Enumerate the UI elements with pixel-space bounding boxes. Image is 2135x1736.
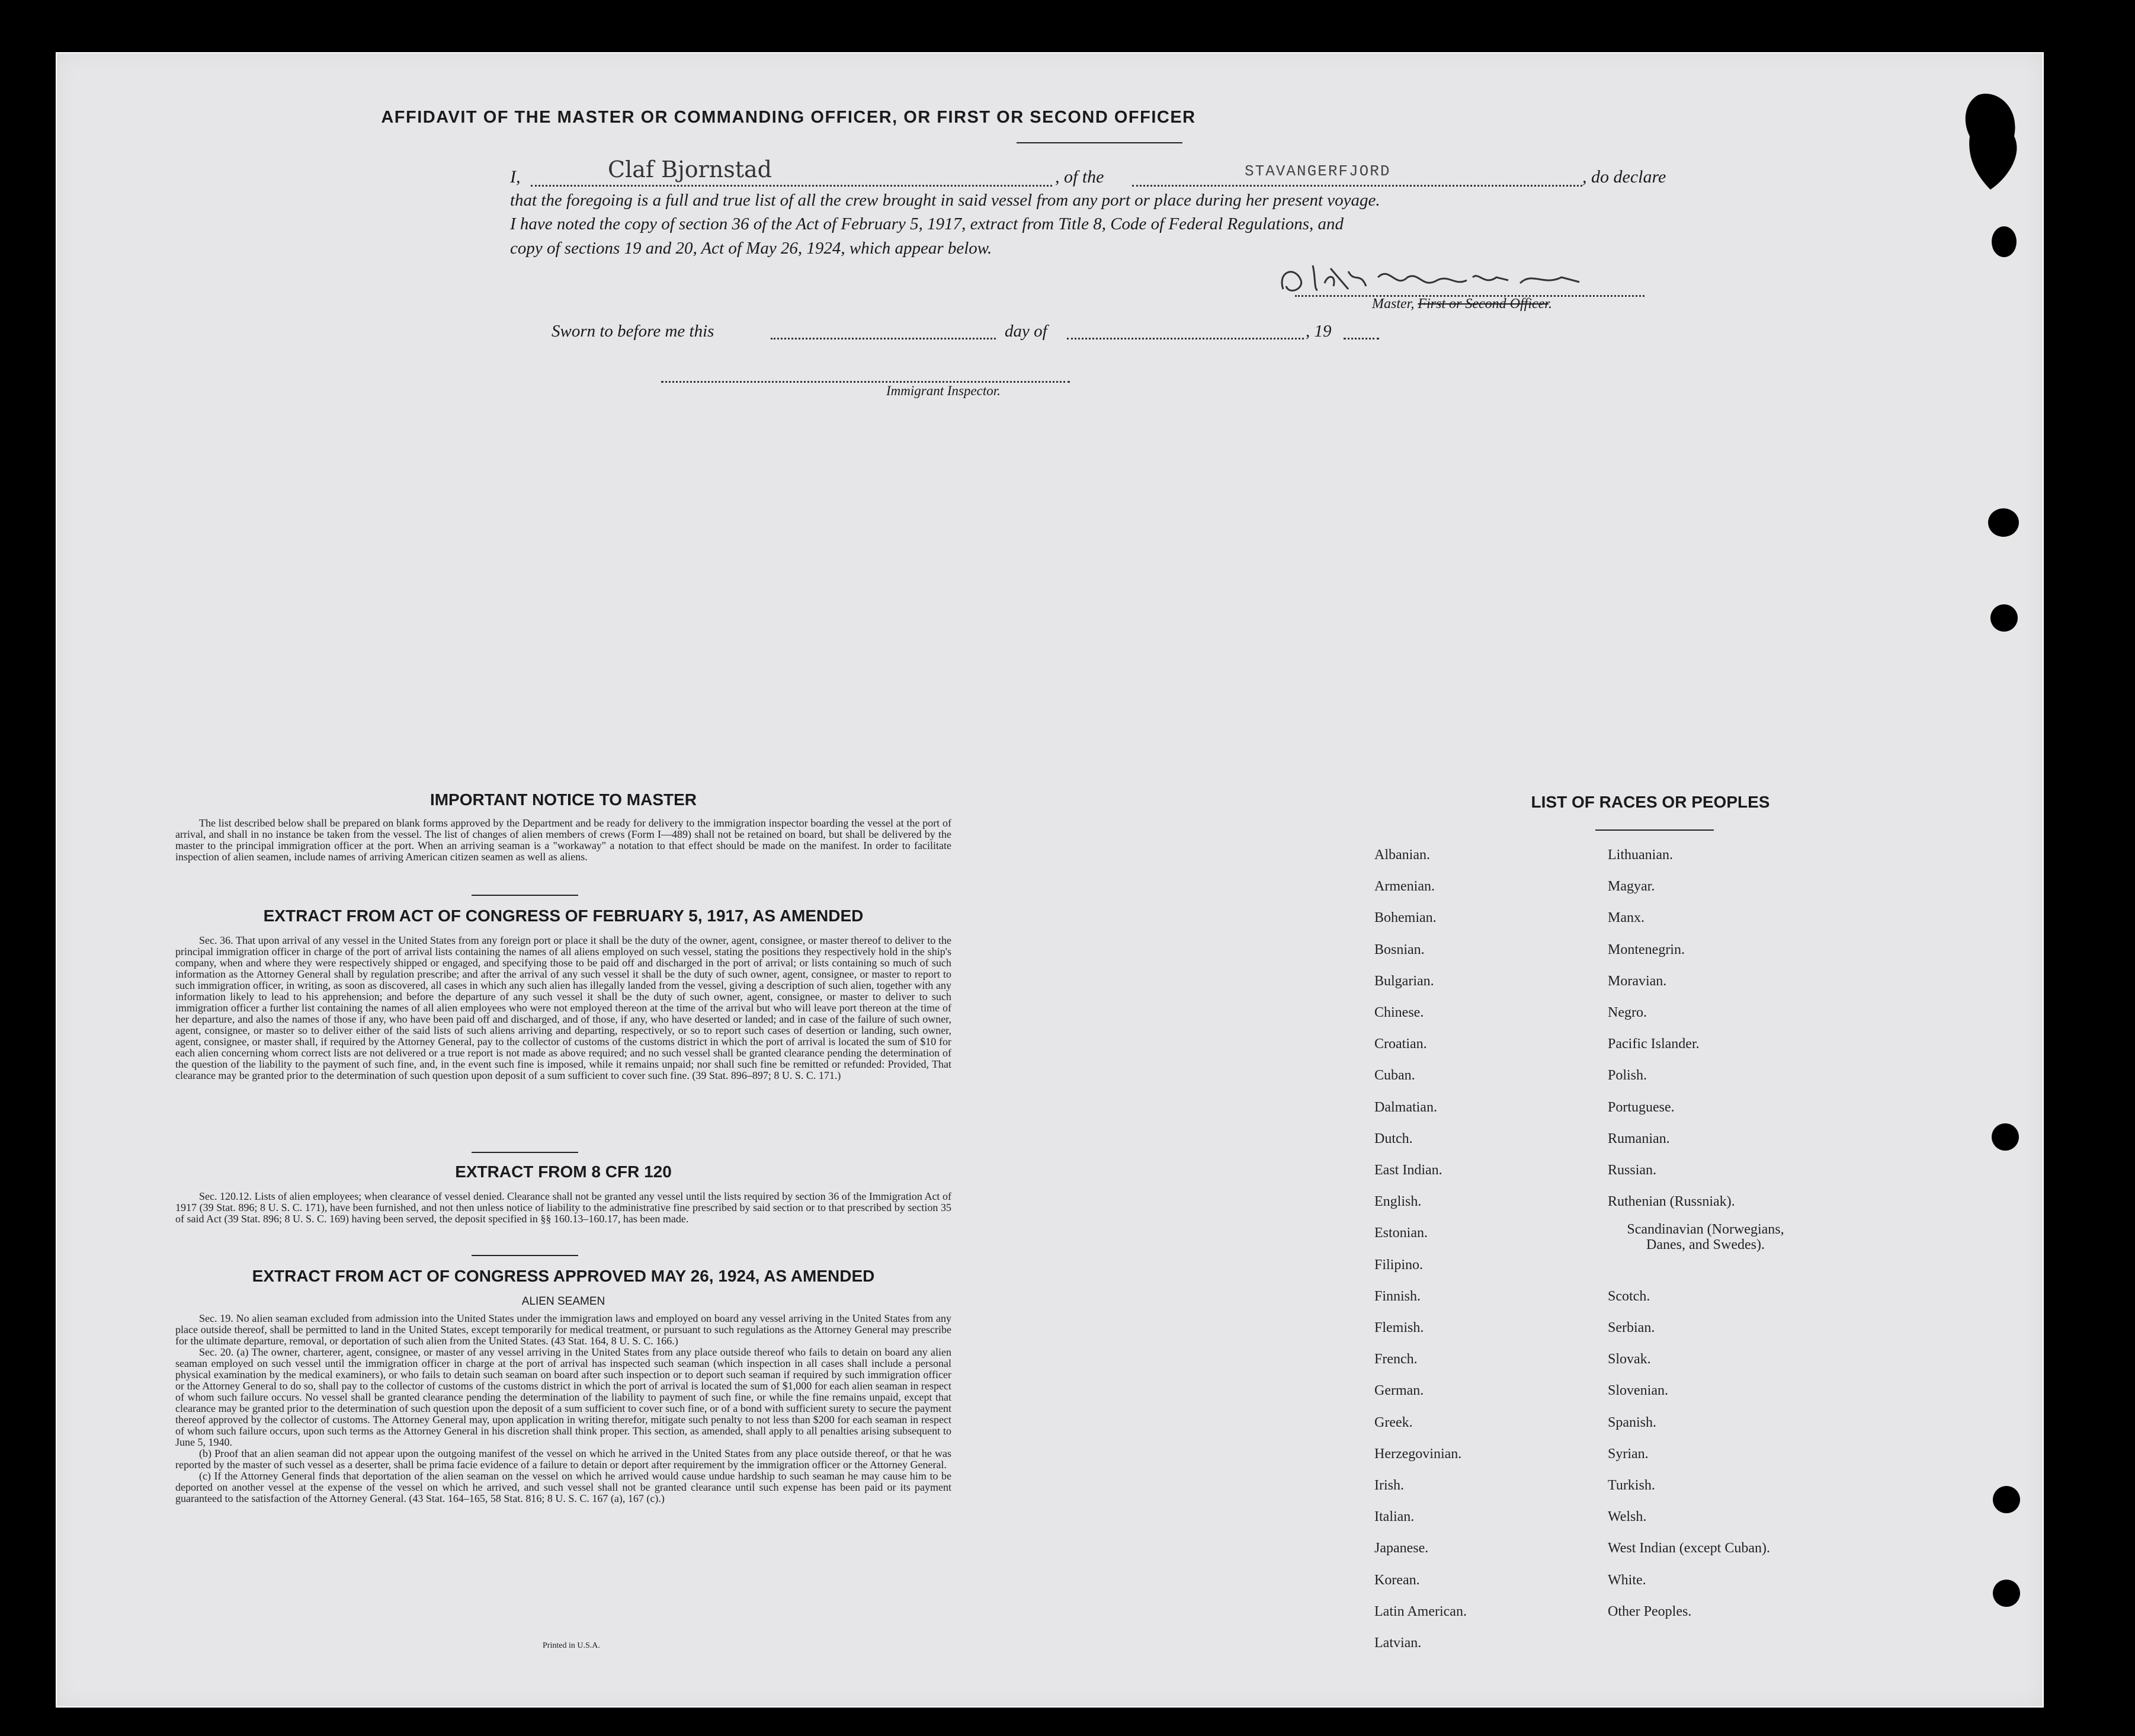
race-item: East Indian. bbox=[1374, 1162, 1442, 1178]
day-of-label: day of bbox=[1005, 322, 1047, 341]
race-item: Cuban. bbox=[1374, 1068, 1415, 1084]
race-item: French. bbox=[1374, 1351, 1418, 1367]
sworn-month-line bbox=[1067, 337, 1304, 339]
punch-hole bbox=[1993, 1580, 2020, 1607]
affidavit-line-2: that the foregoing is a full and true list of all the crew brought in said vessel from any port or place during her present voyage. bbox=[510, 191, 1380, 210]
punch-hole bbox=[1993, 1486, 2020, 1513]
race-item: Irish. bbox=[1374, 1478, 1404, 1493]
race-item: Italian. bbox=[1374, 1509, 1415, 1525]
master-name: Claf Bjornstad bbox=[608, 156, 772, 182]
race-item: Greek. bbox=[1374, 1414, 1413, 1430]
race-item: Slovenian. bbox=[1608, 1383, 1668, 1399]
race-item: Filipino. bbox=[1374, 1257, 1424, 1273]
notice-title: IMPORTANT NOTICE TO MASTER bbox=[429, 790, 697, 809]
race-item: Scotch. bbox=[1608, 1288, 1650, 1304]
vessel-name: STAVANGERFJORD bbox=[1245, 162, 1391, 180]
race-item: Magyar. bbox=[1608, 879, 1655, 895]
extract-1924-title: EXTRACT FROM ACT OF CONGRESS APPROVED MAY 26, 1924, AS AMENDED bbox=[252, 1267, 875, 1285]
divider bbox=[472, 1152, 578, 1153]
race-item: Pacific Islander. bbox=[1608, 1036, 1700, 1052]
sworn-year-line bbox=[1344, 337, 1379, 339]
extract-1924-body bbox=[175, 1313, 951, 1504]
sec-20a: Sec. 20. (a) The owner, charterer, agent, consignee, or master of any vessel arriving in the United States from any place outside thereof who fails to detain on board any alien seaman employed on such vessel until the immigration officer in charge at the port of arrival has inspected such seaman (which inspection in all cases shall include a personal physical examination by the medical examiners), or who fails to detain such seaman on board after such inspection or to deport such seaman if required by such immigration officer or the Attorney General to do so, shall pay to the collector of customs of the customs district in which the port of arrival is located the sum of $1,000 for each alien seaman in respect of whom such failure occurs. No vessel shall be granted clearance pending the determination of the liability to payment of such fine, or while the fine remains unpaid, except that clearance may be granted prior to the determination of such question upon the deposit of a sum sufficient to cover such fine, or of a bond with sufficient surety to secure the payment thereof approved by the collector of customs. The Attorney General may, upon application in writing therefor, mitigate such penalty to not less than $200 for each seaman in respect of whom such failure occurs, upon such terms as the Attorney General in his discretion shall think proper. This section, as amended, shall apply to all penalties arising subsequent to June 5, 1940. bbox=[175, 1346, 951, 1448]
punch-hole bbox=[1992, 226, 2017, 257]
race-item: Armenian. bbox=[1374, 879, 1435, 895]
race-item: Bohemian. bbox=[1374, 910, 1437, 926]
caption-struck-officer: First or Second Officer bbox=[1418, 296, 1549, 312]
sworn-day-line bbox=[771, 337, 996, 339]
divider bbox=[472, 895, 578, 896]
extract-1917-title: EXTRACT FROM ACT OF CONGRESS OF FEBRUARY 5, 1917, AS AMENDED bbox=[263, 907, 864, 925]
race-item: White. bbox=[1608, 1572, 1646, 1588]
race-item: Montenegrin. bbox=[1608, 941, 1685, 957]
punch-hole bbox=[1992, 1123, 2019, 1151]
notice-body: The list described below shall be prepared on blank forms approved by the Department and be ready for delivery to the immigration inspector boarding the vessel at the port of arrival, and shall in no instance be taken from the vessel. The list of changes of alien members of crews (Form I—489) shall not be retained on board, but shall be delivered by the master to the principal immigration officer at the port. When an arriving seaman is a "workaway" a notation to that effect should be made on the manifest. In order to facilitate inspection of alien seamen, include names of arriving American citizen seamen as well as aliens. bbox=[175, 817, 951, 863]
sec-20c: (c) If the Attorney General finds that deportation of the alien seaman on the vessel on which he arrived would cause undue hardship to such seaman he may cause him to be deported on another vessel at the expense of the vessel on which he arrived, and such vessel shall not be granted clearance until such expense has been paid or its payment guaranteed to the satisfaction of the Attorney General. (43 Stat. 164–165, 58 Stat. 816; 8 U. S. C. 167 (a), 167 (c).) bbox=[175, 1470, 951, 1504]
extract-cfr-title: EXTRACT FROM 8 CFR 120 bbox=[455, 1162, 672, 1181]
inspector-caption: Immigrant Inspector. bbox=[886, 383, 1001, 398]
race-item: Serbian. bbox=[1608, 1320, 1655, 1335]
race-item: Turkish. bbox=[1608, 1478, 1655, 1493]
race-item: Albanian. bbox=[1374, 847, 1430, 863]
year-label: , 19 bbox=[1306, 322, 1332, 341]
race-item: Lithuanian. bbox=[1608, 847, 1673, 863]
printed-in-usa: Printed in U.S.A. bbox=[543, 1641, 600, 1650]
of-the-label: , of the bbox=[1055, 167, 1104, 187]
vessel-name-line bbox=[1132, 184, 1582, 187]
divider bbox=[1595, 829, 1714, 831]
race-item: Dalmatian. bbox=[1374, 1099, 1437, 1115]
document-page bbox=[56, 52, 2044, 1708]
extract-1917-body: Sec. 36. That upon arrival of any vessel in the United States from any foreign port or place it shall be the duty of the owner, agent, consignee, or master thereof to deliver to the principal immigration officer in charge of the port of arrival lists containing the names of all aliens employed on such vessel, stating the positions they respectively hold in the ship's company, when and where they were respectively shipped or engaged, and specifying those to be paid off and discharged in the port of arrival; or lists containing so much of such information as the Attorney General shall by regulation prescribe; and after the arrival of any such vessel it shall be the duty of such owner, agent, consignee, or master to report to such immigration officer, in writing, as soon as discovered, all cases in which any such alien has illegally landed from the vessel, giving a description of such alien, together with any information likely to lead to his apprehension; and before the departure of any such vessel it shall be the duty of such owner, agent, consignee, or master to deliver to such immigration officer a further list containing the names of all alien employees who were not employed thereon at the time of the arrival but who will leave port thereon at the time of her departure, and also the names of those if any, who have been paid off and discharged, and of those, if any, who have deserted or landed; and in case of the failure of such owner, agent, consignee, or master so to deliver either of the said lists of such aliens arriving and departing, respectively, or so to report such cases of desertion or landing, such owner, agent, consignee, or master shall, if required by the Attorney General, pay to the collector of customs of the customs district in which the port of arrival is located the sum of $10 for each alien concerning whom correct lists are not delivered or a true report is not made as above required; and no such vessel shall be granted clearance pending the determination of the question of the liability to the payment of such fine, and, in the event such fine is imposed, while it remains unpaid; nor shall such fine be remitted or refunded: Provided, That clearance may be granted prior to the determination of such question upon deposit of a sum sufficient to cover such fine. (39 Stat. 896–897; 8 U. S. C. 171.) bbox=[175, 934, 951, 1081]
race-item: Japanese. bbox=[1374, 1540, 1429, 1556]
race-item: Russian. bbox=[1608, 1162, 1657, 1178]
sworn-label: Sworn to before me this bbox=[552, 322, 714, 341]
divider bbox=[1017, 142, 1182, 143]
race-item: Bosnian. bbox=[1374, 941, 1425, 957]
affidavit-line-4: copy of sections 19 and 20, Act of May 26, 1924, which appear below. bbox=[510, 239, 992, 258]
race-item: Manx. bbox=[1608, 910, 1644, 926]
race-item: Welsh. bbox=[1608, 1509, 1647, 1525]
i-label: I, bbox=[510, 167, 521, 187]
race-item: Herzegovinian. bbox=[1374, 1446, 1462, 1462]
race-item: Slovak. bbox=[1608, 1351, 1651, 1367]
race-item: Latvian. bbox=[1374, 1635, 1422, 1651]
race-item: Negro. bbox=[1608, 1005, 1647, 1020]
race-item: Moravian. bbox=[1608, 973, 1667, 989]
race-item: Spanish. bbox=[1608, 1414, 1657, 1430]
signature-caption bbox=[1372, 296, 1552, 312]
race-item: Other Peoples. bbox=[1608, 1603, 1692, 1619]
race-item: English. bbox=[1374, 1194, 1422, 1210]
do-declare-label: , do declare bbox=[1582, 167, 1666, 187]
races-title: LIST OF RACES OR PEOPLES bbox=[1531, 793, 1770, 811]
race-item: Finnish. bbox=[1374, 1288, 1421, 1304]
race-item: West Indian (except Cuban). bbox=[1608, 1540, 1770, 1556]
race-item: Scandinavian (Norwegians, Danes, and Swedes). bbox=[1627, 1222, 1784, 1253]
punch-hole bbox=[1990, 604, 2018, 632]
race-item: Syrian. bbox=[1608, 1446, 1649, 1462]
extract-cfr-body: Sec. 120.12. Lists of alien employees; when clearance of vessel denied. Clearance shall not be granted any vessel until the lists required by section 36 of the Immigration Act of 1917 (39 Stat. 896; 8 U. S. C. 171), have been furnished, and not then unless notice of liability to the administrative fine prescribed by said section or to that prescribed by section 35 of said Act (39 Stat. 896; 8 U. S. C. 169) having been served, the deposit specified in §§ 160.13–160.17, has been made. bbox=[175, 1190, 951, 1225]
race-item: Polish. bbox=[1608, 1068, 1647, 1084]
caption-end: . bbox=[1548, 296, 1552, 312]
inspector-line bbox=[661, 380, 1070, 383]
race-item: Rumanian. bbox=[1608, 1130, 1670, 1146]
master-name-line bbox=[531, 184, 1052, 187]
torn-corner-blot bbox=[1955, 89, 2026, 207]
race-item: Latin American. bbox=[1374, 1603, 1467, 1619]
affidavit-line-3: I have noted the copy of section 36 of the Act of February 5, 1917, extract from Title 8, Code of Federal Regulations, and bbox=[510, 214, 1344, 233]
extract-1924-subtitle: ALIEN SEAMEN bbox=[521, 1295, 605, 1308]
race-item: Portuguese. bbox=[1608, 1099, 1675, 1115]
race-item: Bulgarian. bbox=[1374, 973, 1434, 989]
sec-20b: (b) Proof that an alien seaman did not appear upon the outgoing manifest of the vessel on which he arrived in the United States from any place outside thereof, or that he was reported by the master of such vessel as a deserter, shall be prima facie evidence of a failure to detain or deport after requirement by the immigration officer or the Attorney General. bbox=[175, 1447, 951, 1471]
sec-19: Sec. 19. No alien seaman excluded from admission into the United States under the immigration laws and employed on board any vessel arriving in the United States from any place outside thereof, shall be permitted to land in the United States, except temporarily for medical treatment, or pursuant to such regulations as the Attorney General may prescribe for the ultimate departure, removal, or deportation of such alien from the United States. (43 Stat. 164, 8 U. S. C. 166.) bbox=[175, 1312, 951, 1347]
race-item: Flemish. bbox=[1374, 1320, 1424, 1335]
race-item: Dutch. bbox=[1374, 1130, 1413, 1146]
race-item: Ruthenian (Russniak). bbox=[1608, 1194, 1735, 1210]
race-item: German. bbox=[1374, 1383, 1424, 1399]
divider bbox=[472, 1255, 578, 1256]
race-item: Croatian. bbox=[1374, 1036, 1427, 1052]
punch-hole bbox=[1988, 508, 2019, 537]
race-item: Korean. bbox=[1374, 1572, 1420, 1588]
caption-master: Master, bbox=[1372, 296, 1415, 312]
affidavit-title: AFFIDAVIT OF THE MASTER OR COMMANDING OFFICER, OR FIRST OR SECOND OFFICER bbox=[381, 108, 1196, 127]
race-item: Chinese. bbox=[1374, 1005, 1424, 1020]
race-item: Estonian. bbox=[1374, 1225, 1428, 1241]
